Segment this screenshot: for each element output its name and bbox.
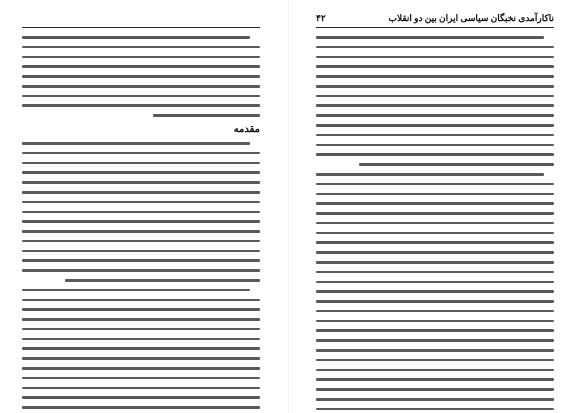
left-header-rule [22,27,260,28]
right-running-head [316,12,554,24]
left-paragraph-1 [22,36,260,117]
right-body-text [316,36,554,413]
left-running-head [22,12,260,24]
right-page-number: ۴۲ [316,12,326,23]
right-paragraph-2 [316,173,554,413]
right-running-title: ناکارآمدی نخبگان سیاسی ایران بین دو انقلاب [388,12,554,23]
left-paragraph-3 [22,289,260,413]
section-heading: مقدمه [233,124,260,136]
right-page [288,0,576,413]
right-header-rule [316,27,554,28]
left-body-text [22,36,260,413]
right-paragraph-1 [316,36,554,166]
left-paragraph-2 [22,142,260,282]
